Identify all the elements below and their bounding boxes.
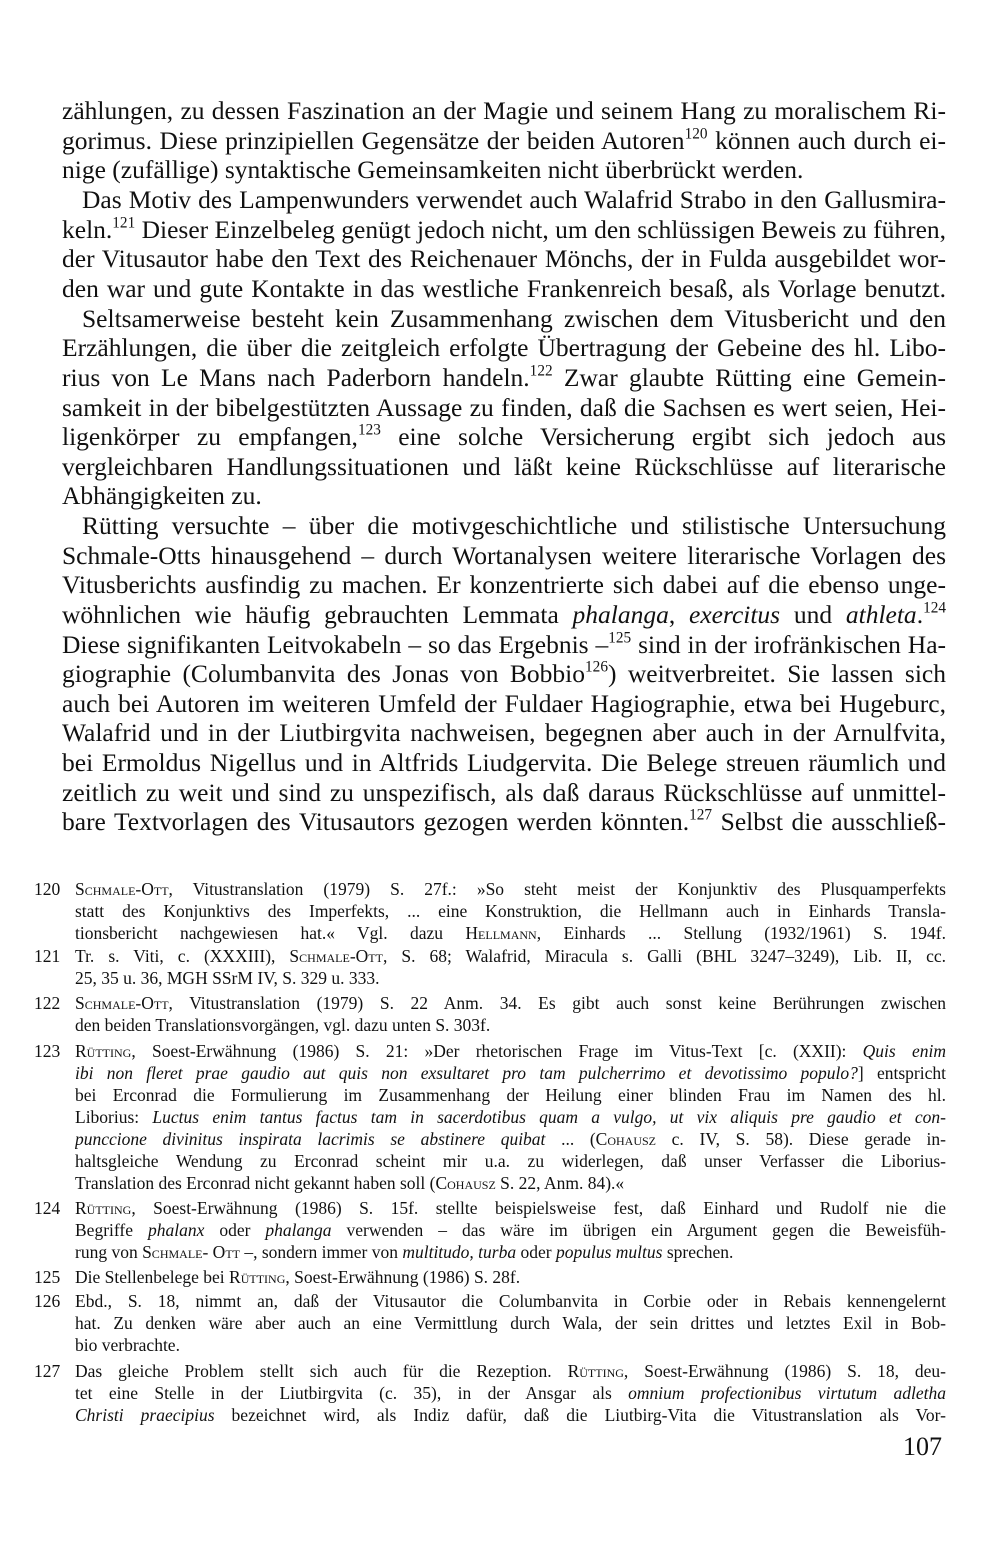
text-run: Das gleiche Problem stellt sich auch für die Rezeption.: [75, 1361, 568, 1381]
body-line: [62, 630, 946, 660]
body-line: [62, 155, 946, 185]
footnote-line: [75, 1128, 946, 1150]
text-run: ) weitverbreitet. Sie lassen sich: [607, 659, 946, 688]
page-number: 107: [903, 1432, 942, 1461]
text-run: tionsbericht nachgewiesen hat.« Vgl. dazu: [75, 923, 466, 943]
footnote-line: [75, 1084, 946, 1106]
body-line: [62, 274, 946, 304]
text-run: Erzählungen, die über die zeitgleich erfolgte Übertragung der Gebeine des hl. Libo-: [62, 333, 946, 362]
text-run: sind in der irofränkischen Ha-: [631, 630, 946, 659]
footnote-line: [75, 1172, 946, 1194]
text-run: giographie (Columbanvita des Jonas von Bobbio: [62, 659, 586, 688]
text-run: Schmale-Otts hinausgehend – durch Wortanalysen weitere literarische Vorlagen des: [62, 541, 946, 570]
text-run: Die Stellenbelege bei: [75, 1267, 230, 1287]
footnote-number: 124: [34, 1198, 61, 1218]
text-run: .: [916, 600, 924, 629]
italic-text: exercitus: [689, 600, 781, 629]
italic-text: punccione divinitus inspirata lacrimis se abstinere quibat: [75, 1129, 546, 1149]
footnote-line: [75, 1404, 946, 1426]
text-run: , Soest-Erwähnung (1986) S. 28f.: [285, 1267, 521, 1287]
body-line: [62, 718, 946, 748]
text-run: den beiden Translationsvorgängen, vgl. dazu unten S. 303f.: [75, 1015, 491, 1035]
body-line: [62, 778, 946, 808]
text-run: oder: [204, 1220, 266, 1240]
text-run: hat. Zu denken wäre aber auch an eine Vermittlung durch Wala, der sein drittes und letztes Exil in Bob-: [75, 1313, 946, 1333]
body-line: [62, 333, 946, 363]
body-line: [62, 570, 946, 600]
text-run: Dieser Einzelbeleg genügt jedoch nicht, um den schlüssigen Beweis zu führen,: [135, 215, 946, 244]
italic-text: Quis enim: [862, 1041, 946, 1061]
body-line: [62, 511, 946, 541]
text-run: , Soest-Erwähnung (1986) S. 21: »Der rhetorischen Frage im Vitus-Text [c. (XXII):: [131, 1041, 863, 1061]
text-run: ,: [668, 600, 690, 629]
text-run: samkeit in der bibelgestützten Aussage zu finden, daß die Sachsen es wert seien, Hei-: [62, 393, 946, 422]
body-line: [62, 422, 946, 452]
footnote-line: [75, 900, 946, 922]
body-line: [62, 659, 946, 689]
body-line: [62, 807, 946, 837]
footnote-line: [75, 1014, 946, 1036]
footnote-number: 121: [34, 946, 61, 966]
text-run: rius von Le Mans nach Paderborn handeln.: [62, 363, 530, 392]
text-run: Rütting: [75, 1198, 132, 1218]
text-run: Das Motiv des Lampenwunders verwendet auch Walafrid Strabo in den Gallusmira-: [82, 185, 946, 214]
italic-text: athleta: [845, 600, 917, 629]
text-run: vergleichbaren Handlungssituationen und läßt keine Rückschlüsse auf literarische: [62, 452, 946, 481]
text-run: nige (zufällige) syntaktische Gemeinsamkeiten nicht überbrückt werden.: [62, 155, 804, 184]
body-line: [62, 600, 946, 630]
text-run: ... (: [545, 1129, 596, 1149]
footnote-line: [75, 1334, 946, 1356]
footnote-line: [75, 967, 946, 989]
footnote-ref: 121: [112, 215, 136, 232]
text-run: Liborius:: [75, 1107, 153, 1127]
body-line: [62, 541, 946, 571]
body-line: [62, 452, 946, 482]
text-run: zeitlich zu weit und sind zu unspezifisch, als daß daraus Rückschlüsse auf unmittel-: [62, 778, 946, 807]
text-run: Ebd., S. 18, nimmt an, daß der Vitusautor die Columbanvita in Corbie oder in Rebais kennengelernt: [75, 1291, 946, 1311]
italic-text: phalanx: [147, 1220, 205, 1240]
body-line: [62, 393, 946, 423]
footnote-line: [75, 878, 946, 900]
text-run: Rütting: [567, 1361, 624, 1381]
footnote-line: [75, 1040, 946, 1062]
text-run: Abhängigkeiten zu.: [62, 481, 262, 510]
text-run: –, sondern immer von: [239, 1242, 403, 1262]
text-run: oder: [516, 1242, 556, 1262]
italic-text: Christi praecipius: [75, 1405, 215, 1425]
text-run: der Vitusautor habe den Text des Reichenauer Mönchs, der in Fulda ausgebildet wor-: [62, 244, 946, 273]
body-line: [62, 96, 946, 126]
text-run: bezeichnet wird, als Indiz dafür, daß die Liutbirg-Vita die Vitustranslation als Vor-: [214, 1405, 946, 1425]
italic-text: phalanga: [572, 600, 669, 629]
italic-text: phalanga: [265, 1220, 332, 1240]
italic-text: Luctus enim tantus factus tam in sacerdotibus quam a vulgo, ut vix aliquis pre gaudio et con-: [152, 1107, 946, 1127]
text-run: Schmale- Ott: [142, 1242, 240, 1262]
italic-text: populus multus: [555, 1242, 663, 1262]
italic-text: ibi non fleret prae gaudio aut quis non exsultaret pro tam pulcherrimo et devotissimo populo?: [75, 1063, 858, 1083]
body-line: [62, 304, 946, 334]
text-run: Tr. s. Viti, c. (XXXIII),: [75, 946, 290, 966]
footnote-line: [75, 1290, 946, 1312]
text-run: Zwar glaubte Rütting eine Gemein-: [552, 363, 946, 392]
text-run: , Vitustranslation (1979) S. 27f.: »So steht meist der Konjunktiv des Plusquamperfekts: [168, 879, 946, 899]
text-run: tet eine Stelle in der Liutbirgvita (c. 35), in der Ansgar als: [75, 1383, 629, 1403]
text-run: bei Ermoldus Nigellus und in Altfrids Liudgervita. Die Belege streuen räumlich und: [62, 748, 946, 777]
text-run: Schmale-Ott: [289, 946, 383, 966]
footnote-line: [75, 1219, 946, 1241]
text-run: auch bei Autoren im weiteren Umfeld der Fuldaer Hagiographie, etwa bei Hugeburc,: [62, 689, 946, 718]
text-run: Begriffe: [75, 1220, 148, 1240]
text-run: , Soest-Erwähnung (1986) S. 15f. stellte beispielsweise fest, daß Einhard und Rudolf nie die: [131, 1198, 946, 1218]
text-run: bio verbrachte.: [75, 1335, 180, 1355]
italic-text: omnium profectionibus virtutum adletha: [628, 1383, 946, 1403]
footnote-number: 123: [34, 1041, 61, 1061]
body-line: [62, 185, 946, 215]
text-run: , Einhards ... Stellung (1932/1961) S. 194f.: [536, 923, 946, 943]
footnote-line: [75, 992, 946, 1014]
text-run: gorimus. Diese prinzipiellen Gegensätze der beiden Autoren: [62, 126, 685, 155]
footnote-line: [75, 1266, 946, 1288]
text-run: wöhnlichen wie häufig gebrauchten Lemmata: [62, 600, 573, 629]
text-run: ligenkörper zu empfangen,: [62, 422, 358, 451]
footnote-line: [75, 1360, 946, 1382]
footnote-ref: 120: [684, 126, 708, 143]
text-run: Schmale-Ott: [75, 993, 169, 1013]
text-run: 25, 35 u. 36, MGH SSrM IV, S. 329 u. 333.: [75, 968, 380, 988]
text-run: zählungen, zu dessen Faszination an der Magie und seinem Hang zu moralischem Ri-: [62, 96, 946, 125]
footnote-ref: 125: [608, 630, 632, 647]
text-run: statt des Konjunktivs des Imperfekts, ... eine Konstruktion, die Hellmann auch in Einhards Transla-: [75, 901, 946, 921]
text-run: Hellmann: [465, 923, 537, 943]
text-run: Rütting versuchte – über die motivgeschichtliche und stilistische Untersuchung: [82, 511, 946, 540]
text-run: Diese signifikanten Leitvokabeln – so das Ergebnis –: [62, 630, 609, 659]
footnote-line: [75, 945, 946, 967]
footnote-ref: 127: [689, 807, 713, 824]
text-run: Selbst die ausschließ-: [712, 807, 946, 836]
text-run: Cohausz: [595, 1129, 657, 1149]
text-run: Cohausz: [435, 1173, 496, 1193]
footnote-number: 127: [34, 1361, 61, 1381]
text-run: den war und gute Kontakte in das westliche Frankenreich besaß, als Vorlage benutzt.: [62, 274, 946, 303]
text-run: , Soest-Erwähnung (1986) S. 18, deu-: [623, 1361, 946, 1381]
text-run: Seltsamerweise besteht kein Zusammenhang zwischen dem Vitusbericht und den: [82, 304, 946, 333]
footnote-number: 126: [34, 1291, 61, 1311]
text-run: Rütting: [229, 1267, 286, 1287]
text-run: S. 22, Anm. 84).«: [495, 1173, 625, 1193]
text-run: Vitusberichts ausfindig zu machen. Er konzentrierte sich dabei auf die ebenso unge-: [62, 570, 946, 599]
text-run: c. IV, S. 58). Diese gerade in-: [656, 1129, 946, 1149]
body-line: [62, 126, 946, 156]
footnote-line: [75, 1197, 946, 1219]
text-run: verwenden – das wäre im übrigen ein Argument gegen die Beweisfüh-: [331, 1220, 946, 1240]
text-run: Schmale-Ott: [75, 879, 169, 899]
text-run: rung von: [75, 1242, 143, 1262]
footnote-line: [75, 1382, 946, 1404]
text-run: bei Erconrad die Formulierung im Zusammenhang der Heilung einer blinden Frau im Namen des hl.: [75, 1085, 946, 1105]
body-line: [62, 481, 946, 511]
footnote-ref: 126: [585, 659, 608, 676]
footnote-line: [75, 1106, 946, 1128]
text-run: sprechen.: [662, 1242, 734, 1262]
text-run: keln.: [62, 215, 113, 244]
text-run: eine solche Versicherung ergibt sich jedoch aus: [380, 422, 946, 451]
body-line: [62, 215, 946, 245]
footnote-line: [75, 1150, 946, 1172]
text-run: Walafrid und in der Liutbirgvita nachweisen, begegnen aber auch in der Arnulfvita,: [62, 718, 946, 747]
text-run: , S. 68; Walafrid, Miracula s. Galli (BHL 3247–3249), Lib. II, cc.: [382, 946, 946, 966]
body-line: [62, 363, 946, 393]
body-line: [62, 244, 946, 274]
text-run: , Vitustranslation (1979) S. 22 Anm. 34. Es gibt auch sonst keine Berührungen zwischen: [168, 993, 946, 1013]
text-run: Rütting: [75, 1041, 132, 1061]
text-run: bare Textvorlagen des Vitusautors gezogen werden könnten.: [62, 807, 690, 836]
text-run: können auch durch ei-: [707, 126, 946, 155]
body-line: [62, 748, 946, 778]
footnote-number: 125: [34, 1267, 61, 1287]
text-run: und: [780, 600, 846, 629]
footnote-ref: 122: [529, 363, 553, 380]
footnote-ref: 123: [357, 422, 381, 439]
footnote-line: [75, 1241, 946, 1263]
footnote-ref: 124: [923, 600, 946, 617]
footnote-line: [75, 1312, 946, 1334]
footnote-number: 122: [34, 993, 61, 1013]
footnote-number: 120: [34, 879, 61, 899]
text-run: Translation des Erconrad nicht gekannt haben soll (: [75, 1173, 436, 1193]
body-line: [62, 689, 946, 719]
italic-text: multitudo, turba: [402, 1242, 517, 1262]
footnote-line: [75, 922, 946, 944]
text-run: ] entspricht: [857, 1063, 946, 1083]
footnote-line: [75, 1062, 946, 1084]
text-run: haltsgleiche Wendung zu Erconrad scheint mir u.a. zu widerlegen, daß unser Verfasser die Liborius-: [75, 1151, 946, 1171]
